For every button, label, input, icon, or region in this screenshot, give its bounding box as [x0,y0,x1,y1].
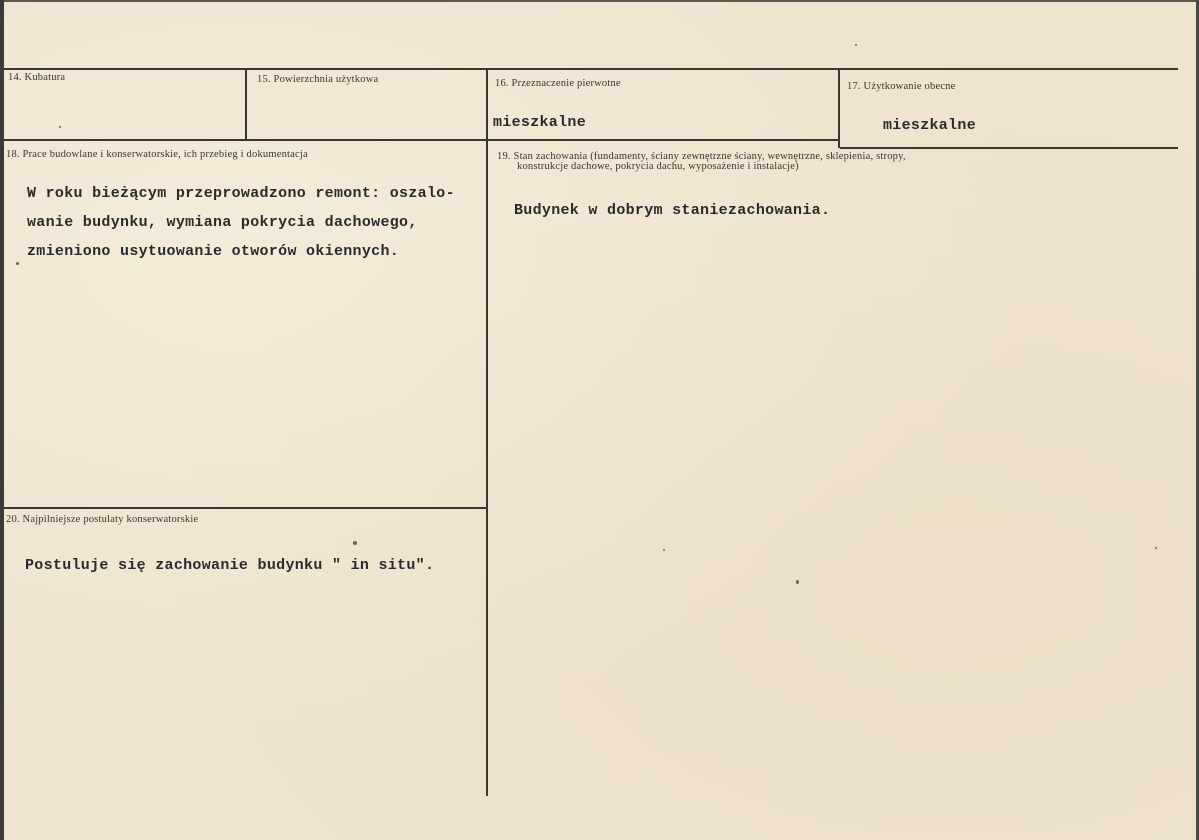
field-19-value: Budynek w dobrym staniezachowania. [514,202,831,219]
field-19-label-line-1: 19. Stan zachowania (fundamenty, ściany zewnętrzne ściany, wewnętrzne, sklepienia, stropy, [497,151,906,162]
field-15-label: 15. Powierzchnia użytkowa [257,74,379,85]
field-18-label: 18. Prace budowlane i konserwatorskie, ich przebieg i dokumentacja [6,149,308,160]
paper-speck [663,549,665,551]
field-17-label: 17. Użytkowanie obecne [847,81,956,92]
field-18-text [27,179,455,266]
field20-top-rule [4,507,486,509]
card-top-edge [0,0,1199,2]
field-20-value: Postuluje się zachowanie budynku " in situ". [25,557,435,574]
field-18-line-1: W roku bieżącym przeprowadzono remont: oszalo- [27,185,455,202]
field-17-value: mieszkalne [883,117,977,134]
field-19-label [497,152,906,172]
paper-speck [796,580,799,584]
divider-15-16 [486,69,488,796]
paper-speck [59,126,61,128]
paper-speck [1155,547,1157,549]
field-16-label: 16. Przeznaczenie pierwotne [495,78,621,89]
field-19-label-line-2: konstrukcje dachowe, pokrycia dachu, wyposażenie i instalacje) [517,161,799,172]
row1-bottom-rule-left [4,139,840,141]
divider-14-15 [245,69,247,140]
field-16-value: mieszkalne [493,114,587,131]
paper-speck [855,44,857,46]
field-20-label: 20. Najpilniejsze postulaty konserwatorskie [6,514,199,525]
field-18-line-2: wanie budynku, wymiana pokrycia dachowego, [27,214,418,231]
paper-speck [16,262,19,265]
field-14-label: 14. Kubatura [8,72,66,83]
row1-bottom-rule-right [840,147,1178,149]
field-18-line-3: zmieniono usytuowanie otworów okiennych. [27,243,400,260]
grid-top-rule [4,68,1178,70]
divider-16-17 [838,70,840,148]
paper-speck [353,541,357,545]
card-left-edge [0,0,4,840]
